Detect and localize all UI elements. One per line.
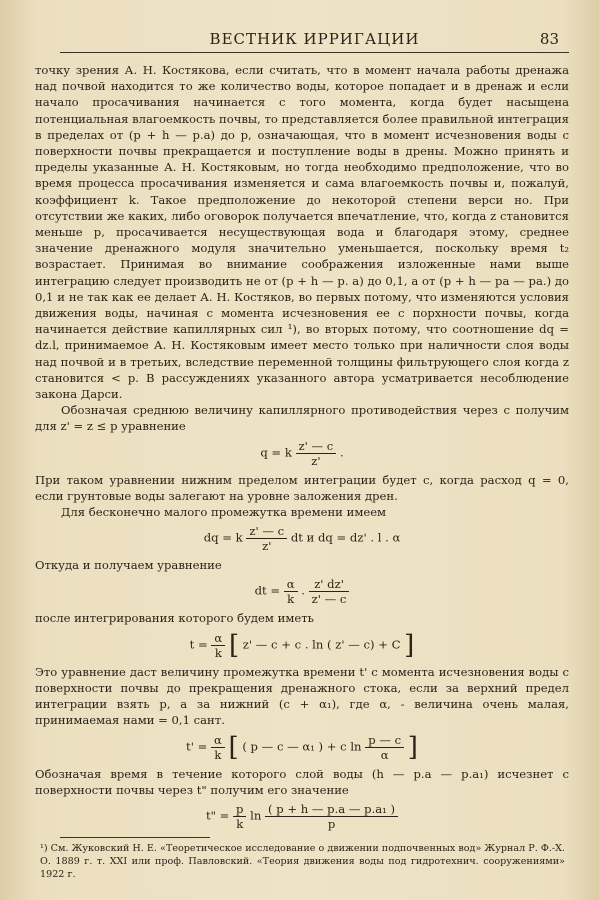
header-rule (60, 52, 569, 53)
fraction: $\frac{z' — c}{z'}$ (246, 524, 287, 553)
formula: dt = $\frac{\alpha}{k}$ . $\frac{z' dz'}{z' — c}$ (35, 577, 569, 606)
fraction: $\frac{\text{( p + h — p.a — p.a₁ )}}{p}$ (265, 802, 398, 831)
formula: q = k $\frac{z' — c}{z'}$ . (260, 438, 344, 468)
paragraph: Обозначая время в течение которого слой воды (h — p.a — p.a₁) исчезнет с поверхности почвы через t" получим его значение (35, 766, 569, 797)
page-number: 83 (539, 30, 559, 48)
fraction: $\frac{p}{k}$ (233, 802, 246, 831)
fraction: $\frac{p — c}{\alpha}$ (365, 733, 404, 762)
paragraph: Это уравнение даст величину промежутка времени t' с момента исчезновения воды с поверхности почвы до прекращения дренажного стока, если за верхний предел интеграции взять p, а за нижний (c + α₁), где α, - величина очень малая, принимаемая нами = 0,1 сант. (35, 664, 569, 728)
formula: t" = $\frac{p}{k}$ ln $\frac{\text{( p + h — p.a — p.a₁ )}}{p}$ (35, 802, 569, 831)
journal-title: ВЕСТНИК ИРРИГАЦИИ (209, 30, 420, 48)
fraction: $\frac{\alpha}{k}$ (211, 631, 225, 660)
paragraph: после интегрирования которого будем иметь (35, 611, 314, 626)
footnote: ¹) См. Жуковский Н. Е. «Теоретическое исследование о движении подпочвенных вод» Журнал Р. Ф.-Х. О. 1889 г. т. XXI или проф. Павловский. «Теория движения воды под гидротехнич. сооружениями» 1922 г. (40, 843, 565, 880)
footnote-rule (60, 837, 210, 838)
paragraph: Откуда и получаем уравнение (35, 558, 222, 573)
formula: t' = $\frac{\alpha}{k}$ [ ( p — c — α₁ ) + c ln $\frac{p — c}{\alpha}$ ] (186, 732, 418, 762)
formula: dq = k $\frac{z' — c}{z'}$ dt и dq = dz' . l . α (203, 524, 401, 554)
formula: t = $\frac{\alpha}{k}$ [ z' — c + c . ln ( z' — c) + C ] (189, 630, 415, 661)
fraction: $\frac{z' — c}{z'}$ (296, 439, 337, 468)
fraction: $\frac{z' dz'}{z' — c}$ (309, 577, 350, 606)
fraction: $\frac{\alpha}{k}$ (284, 577, 298, 606)
paragraph: точку зрения А. Н. Костякова, если считать, что в момент начала работы дренажа над почвой находится то же количество воды, которое попадает и в дренаж и если начало просачивания начинается с того момента, когда будет насыщена потенциальная влагоемкость почвы, то представляется более правильной интеграция в пределах от (p + h — p.a) до p, означающая, что в момент исчезновения воды с поверхности почвы прекращается и поступление воды в дрены. Можно принять и пределы указанные А. Н. Костяковым, но тогда необходимо предположение, что во время процесса просачивания изменяется и сама влагоемкость почвы и, пожалуй, коэффициент k. Такое предположение до некоторой степени верси но. При отсутствии же каких, либо оговорок получается впечатление, что, когда z становится меньше p, просачивается несуществующая вода и благодаря этому, среднее значение дренажного модуля значительно уменьшается, поскольку время t₂ возрастает. Принимая во внимание соображения изложенные нами выше интеграцию следует производить не от (p + h — p. a) до 0,1, а от (p + h — pa — pa.) до 0,1 и не так как ее делает А. Н. Костяков, во первых потому, что изменяются условия движения воды, начиная с момента исчезновения ее с порхности почвы, когда начинается действие капиллярных сил ¹), во вторых потому, что соотношение dq = dz.l, принимаемое А. Н. Костяковым имеет место только при наличности слоя воды над почвой и в третьих, вследствие переменной толщины фильтрующего слоя когда z становится < p. В рассуждениях указанного автора усматривается несоблюдение закона Дарси. (35, 63, 569, 402)
paragraph: При таком уравнении нижним пределом интеграции будет c, когда расход q = 0, если грунтовые воды залегают на уровне заложения дрен. (35, 472, 569, 503)
running-header (60, 28, 569, 50)
paragraph: Обозначая среднюю величину капиллярного противодействия через c получим для z' = z ≤ p уравнение (35, 403, 569, 434)
paragraph: Для бесконечно малого промежутка времени имеем (61, 505, 387, 520)
article-body (35, 62, 569, 835)
fraction: $\frac{\alpha}{k}$ (211, 733, 225, 762)
